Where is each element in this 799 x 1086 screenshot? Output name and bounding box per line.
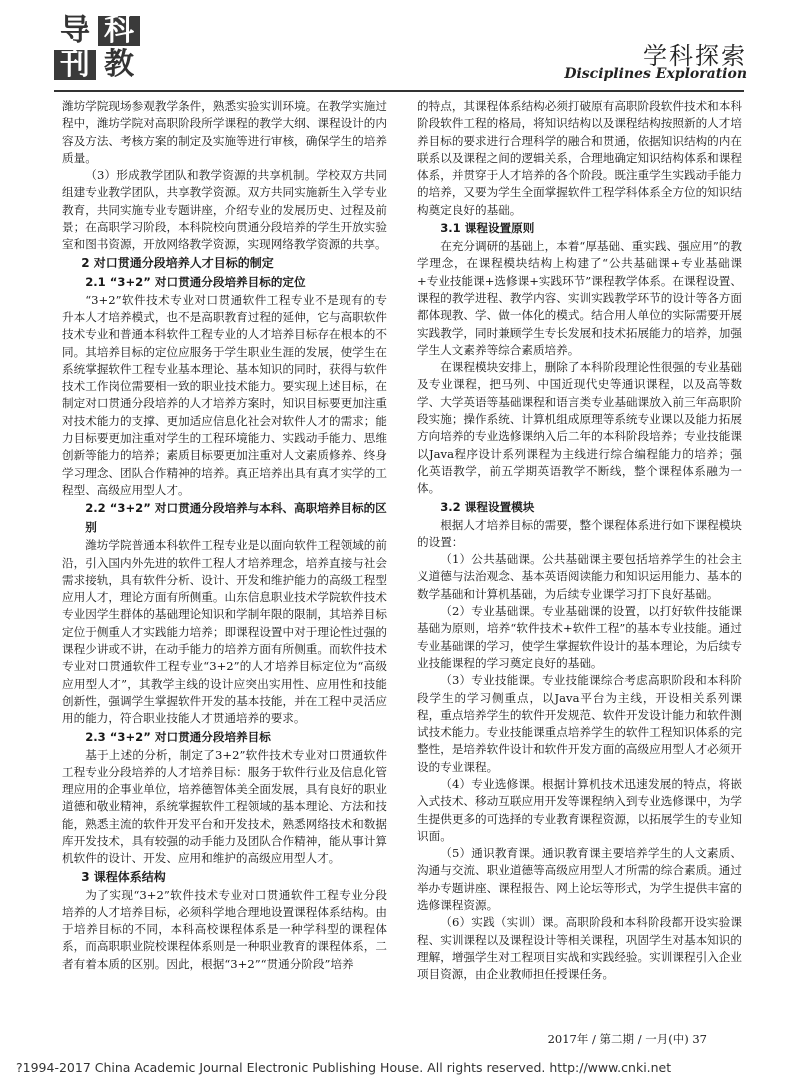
- paragraph: （6）实践（实训）课。高职阶段和本科阶段都开设实验课程、实训课程以及课程设计等相关课程，巩固学生对基本知识的理解，增强学生对工程项目实战和实践经验。实训课程引入企业项目资源，由企业教师担任授课任务。: [417, 915, 742, 982]
- subsection-heading: 2.3 “3+2” 对口贯通分段培养目标: [85, 729, 271, 744]
- logo-char: 刊: [54, 50, 96, 80]
- paragraph: （1）公共基础课。公共基础课主要包括培养学生的社会主义道德与法治观念、基本英语阅读能力和知识运用能力、基本的数学基础和计算机基础，为后续专业课学习打下良好基础。: [417, 552, 742, 601]
- paragraph: （2）专业基础课。专业基础课的设置，以打好软件技能课基础为原则，培养“软件技术+软件工程”的基本专业技能。通过专业基础课的学习，使学生掌握软件设计的基本理论，为后续专业技能课程的学习奠定良好的基础。: [417, 604, 742, 670]
- right-column: [417, 98, 742, 984]
- paragraph: 潍坊学院普通本科软件工程专业是以面向软件工程领域的前沿，引入国内外先进的软件工程人才培养理念，培养直接与社会需求接轨，具有软件分析、设计、开发和维护能力的高级工程型应用人才，理论方面有所侧重。山东信息职业技术学院软件技术专业因学生群体的基础理论知识和学制年限的限制，其培养目标定位于侧重人才实践能力培养；即课程设置中对于理论性过强的课程少讲或不讲，在动手能力的培养方面有所侧重。而软件技术专业对口贯通软件工程专业“3+2”的人才培养目标定位为“高级应用型人才”，其教学主线的设计应突出实用性、应用性和技能创新性，强调学生掌握软件开发的基本技能，并在工程中灵活应用的能力，符合职业技能人才贯通培养的要求。: [62, 538, 387, 726]
- subsection-heading: 2.1 “3+2” 对口贯通分段培养目标的定位: [85, 274, 306, 289]
- logo-char: 科: [98, 16, 140, 46]
- paragraph: 在课程模块安排上，删除了本科阶段理论性很强的专业基础及专业课程，把马列、中国近现代史等通识课程，以及高等数学、大学英语等基础课程和语言类专业基础课放入前三年高职阶段实施；操作系统、计算机组成原理等系统专业课以及能力拓展方向培养的专业选修课纳入后二年的本科阶段培养；专业技能课以Java程序设计系列课程为主线进行综合编程能力的培养；强化英语教学，前五学期英语教学不断线，整个课程体系融为一体。: [417, 360, 742, 496]
- header-rule: [54, 90, 744, 92]
- logo-char: 教: [104, 47, 134, 82]
- paragraph: （3）形成教学团队和教学资源的共享机制。学校双方共同组建专业教学团队，共享教学资源。双方共同实施新生入学专业教育，共同实施专业专题讲座，介绍专业的发展历史、过程及前景；在高职学习阶段，本科院校向贯通分段培养的学生开放实验室和图书资源，开放网络教学资源，实现网络教学资源的共享。: [62, 168, 387, 252]
- page-header: [0, 0, 799, 96]
- subsection-heading: 3.1 课程设置原则: [440, 221, 535, 236]
- journal-title-cn: 学科探索: [643, 42, 747, 70]
- journal-logo: [54, 13, 146, 82]
- subsection-heading: 3.2 课程设置模块: [440, 499, 535, 514]
- paragraph: （3）专业技能课。专业技能课综合考虑高职阶段和本科阶段学生的学习侧重点，以Java平台为主线，开设相关系列课程，重点培养学生的软件开发规范、软件开发设计能力和软件测试技术能力。专业技能课重点培养学生的软件工程知识体系的完整性，是培养软件设计和软件开发方面的高级应用型人才必须开设的专业课程。: [417, 673, 742, 774]
- subsection-heading: 2.2 “3+2” 对口贯通分段培养与本科、高职培养目标的区别: [85, 501, 387, 535]
- left-column: [62, 98, 387, 973]
- copyright-line: ?1994-2017 China Academic Journal Electronic Publishing House. All rights reserved. http://www.cnki.net: [16, 1060, 672, 1075]
- paragraph: 潍坊学院现场参观教学条件，熟悉实验实训环境。在教学实施过程中，潍坊学院对高职阶段所学课程的教学大纲、课程设计的内容及方法、考核方案的制定及实施等进行审核，确保学生的培养质量。: [62, 99, 387, 165]
- logo-char: 导: [60, 13, 90, 48]
- paragraph: （4）专业选修课。根据计算机技术迅速发展的特点，将嵌入式技术、移动互联应用开发等课程纳入到专业选修课中，为学生提供更多的可选择的专业教育课程资源，以拓展学生的专业知识面。: [417, 776, 742, 843]
- journal-title-en: Disciplines Exploration: [564, 66, 747, 82]
- page-footer: 2017年 / 第二期 / 一月(中) 37: [547, 1032, 707, 1046]
- paragraph: 的特点，其课程体系结构必须打破原有高职阶段软件技术和本科阶段软件工程的格局，将知识结构以及课程结构按照新的人才培养目标的要求进行合理科学的融合和贯通，依据知识结构的内在联系以及课程之间的逻辑关系，合理地确定知识结构体系和课程体系，并贯穿于人才培养的各个阶段。既注重学生实践动手能力的培养，又要为学生全面掌握软件工程学科体系全方位的知识结构奠定良好的基础。: [417, 99, 742, 217]
- paragraph: 根据人才培养目标的需要，整个课程体系进行如下课程模块的设置：: [417, 517, 742, 549]
- paragraph: （5）通识教育课。通识教育课主要培养学生的人文素质、沟通与交流、职业道德等高级应用型人才所需的综合素质。通过举办专题讲座、课程报告、网上论坛等形式，为学生提供丰富的选修课程资源。: [417, 846, 742, 913]
- paragraph: “3+2”软件技术专业对口贯通软件工程专业不是现有的专升本人才培养模式，也不是高职教育过程的延伸，它与高职软件技术专业和普通本科软件工程专业的人才培养目标存在根本的不同。其培养目标的定位应服务于学生职业生涯的发展，使学生在系统掌握软件工程专业基本理论、基本知识的同时，获得与软件技术工作岗位需要相一致的职业技术能力。要实现上述目标，在制定对口贯通分段培养的人才培养方案时，知识目标要更加注重对技术能力的支撑、更加适应信息化社会对软件人才的需求；能力目标要更加注重对学生的工程环境能力、实践动手能力、思维创新等能力的培养；素质目标要更加注重对人文素质修养、终身学习理念、团队合作精神的培养。真正培养出具有真才实学的工程型、高级应用型人才。: [62, 292, 387, 497]
- paragraph: 在充分调研的基础上，本着“厚基础、重实践、强应用”的教学理念，在课程模块结构上构建了“公共基础课+专业基础课+专业技能课+选修课+实践环节”课程教学体系。在课程设置、课程的教学进程、教学内容、实训实践教学环节的设计等各方面都体现教、学、做一体化的模式。结合用人单位的实际需要开展实践教学，同时兼顾学生专长发展和技术拓展能力的培养，加强学生人文素养等综合素质培养。: [417, 239, 742, 357]
- section-heading: 3 课程体系结构: [81, 869, 166, 884]
- paragraph: 基于上述的分析，制定了3+2”软件技术专业对口贯通软件工程专业分段培养的人才培养目标：服务于软件行业及信息化管理应用的企事业单位，培养德智体美全面发展，具有良好的职业道德和敬业精神，系统掌握软件工程领域的基本理论、方法和技能，熟悉主流的软件开发平台和开发技术，熟悉网络技术和数据库开发技术，具有较强的动手能力及团队合作精神，能从事计算机软件的设计、开发、应用和维护的高级应用型人才。: [62, 747, 387, 866]
- paragraph: 为了实现“3+2”软件技术专业对口贯通软件工程专业分段培养的人才培养目标，必须科学地合理地设置课程体系结构。由于培养目标的不同，本科高校课程体系是一种学科型的课程体系，而高职职业院校课程体系则是一种职业教育的课程体系，二者有着本质的区别。因此，根据“3+2”“贯通分阶段”培养: [62, 887, 387, 971]
- section-heading: 2 对口贯通分段培养人才目标的制定: [81, 255, 274, 270]
